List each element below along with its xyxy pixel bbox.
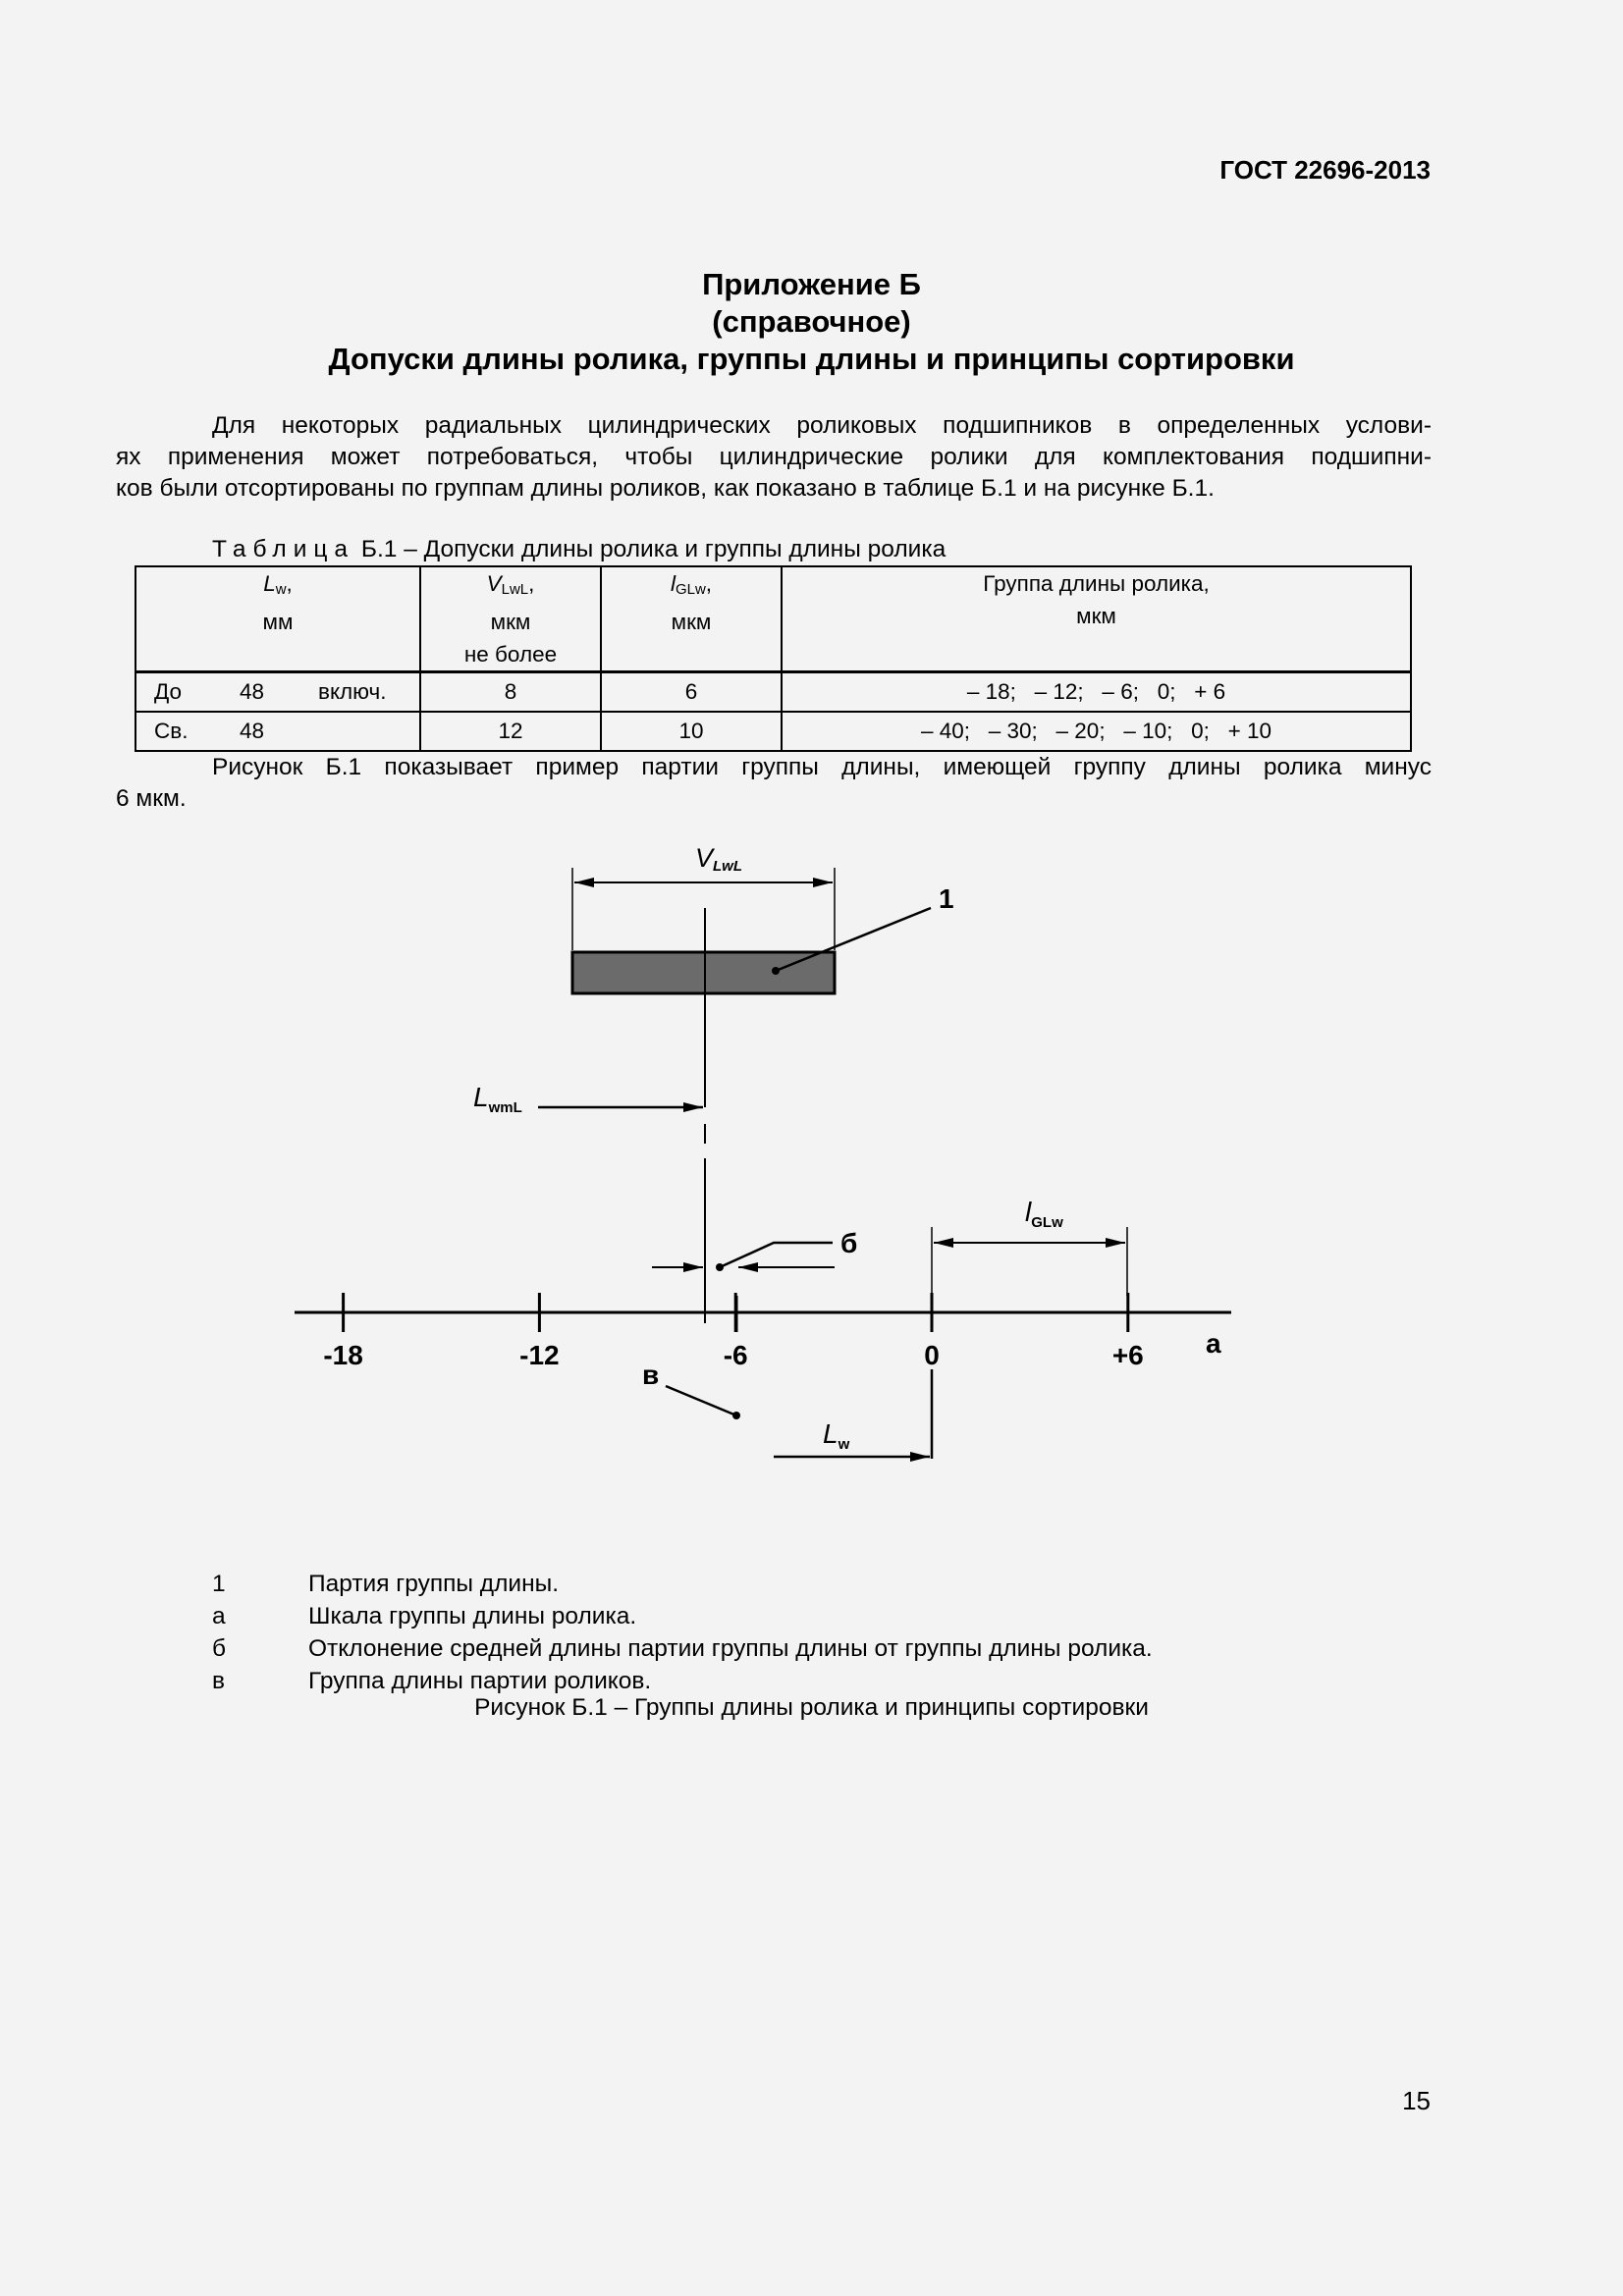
intro-line: Для некоторых радиальных цилиндрических роликовых подшипников в определенных услови- [212,412,1432,439]
figure-legend [212,1568,1153,1697]
axis-tick-label: -12 [519,1340,560,1370]
axis-ticks [323,1293,1143,1370]
header-iglw: $l_{GLw}$, мкм [601,566,782,672]
appendix-type: (справочное) [712,304,911,339]
callout-b: б [840,1228,858,1258]
callout-a: а [1206,1328,1221,1359]
axis-tick-label: +6 [1111,1340,1144,1370]
table-caption [212,536,946,563]
tolerance-table [135,565,1412,752]
callout-1: 1 [939,883,954,914]
axis-tick-label: 0 [924,1340,940,1370]
figure-intro-line: Рисунок Б.1 показывает пример партии группы длины, имеющей группу длины ролика минус [212,754,1432,780]
cell-length: До 48 включ. [135,672,420,713]
iglw-label: $l_{GLw}$ [1025,1197,1063,1231]
table-caption-word: Таблица [212,536,355,562]
table-header-row [135,566,1411,672]
cell-i: 10 [601,712,782,751]
cell-v: 12 [420,712,601,751]
cell-groups: – 40; – 30; – 20; – 10; 0; + 10 [782,712,1411,751]
callout-b-leader [720,1243,833,1267]
cell-i: 6 [601,672,782,713]
table-row [135,712,1411,751]
axis-tick-label: -18 [323,1340,363,1370]
intro-paragraph [116,410,1432,505]
header-lw: $L_w$, мм [135,566,420,672]
figure-intro-paragraph [116,752,1432,815]
cell-length: Св. 48 [135,712,420,751]
callout-v: в [642,1360,660,1390]
callout-v-leader [666,1386,736,1415]
table-row [135,672,1411,713]
intro-line: ях применения может потребоваться, чтобы цилиндрические ролики для комплектования подшипни- [116,444,1432,470]
cell-v: 8 [420,672,601,713]
legend-item: 1 Партия группы длины. [212,1571,560,1597]
vlwl-label: VLwL [695,843,743,875]
header-vlwl: $V_{LwL}$, мкм не более [420,566,601,672]
page-number: 15 [1402,2086,1431,2115]
callout-1-leader [776,908,931,971]
legend-item: а Шкала группы длины ролика. [212,1603,637,1629]
intro-line: ков были отсортированы по группам длины роликов, как показано в таблице Б.1 и на рисунке Б.1. [116,475,1215,502]
figure-caption: Рисунок Б.1 – Группы длины ролика и принципы сортировки [474,1694,1149,1721]
lwml-label: $L_{wmL}$ [473,1082,522,1116]
figure-intro-line: 6 мкм. [116,785,187,812]
header-groups: Группа длины ролика, мкм [782,566,1411,672]
cell-groups: – 18; – 12; – 6; 0; + 6 [782,672,1411,713]
appendix-title: Приложение Б [702,267,921,301]
axis-tick-label: -6 [723,1340,748,1370]
legend-item: в Группа длины партии роликов. [212,1668,652,1694]
table-caption-text: Б.1 – Допуски длины ролика и группы длины ролика [360,536,947,562]
legend-item: б Отклонение средней длины партии группы длины от группы длины ролика. [212,1635,1153,1662]
lw-label: $L_w$ [823,1418,850,1453]
length-group-batch [572,952,835,993]
figure-b1 [0,825,1623,1512]
appendix-heading: Допуски длины ролика, группы длины и принципы сортировки [328,342,1295,376]
document-code: ГОСТ 22696-2013 [1219,155,1431,185]
